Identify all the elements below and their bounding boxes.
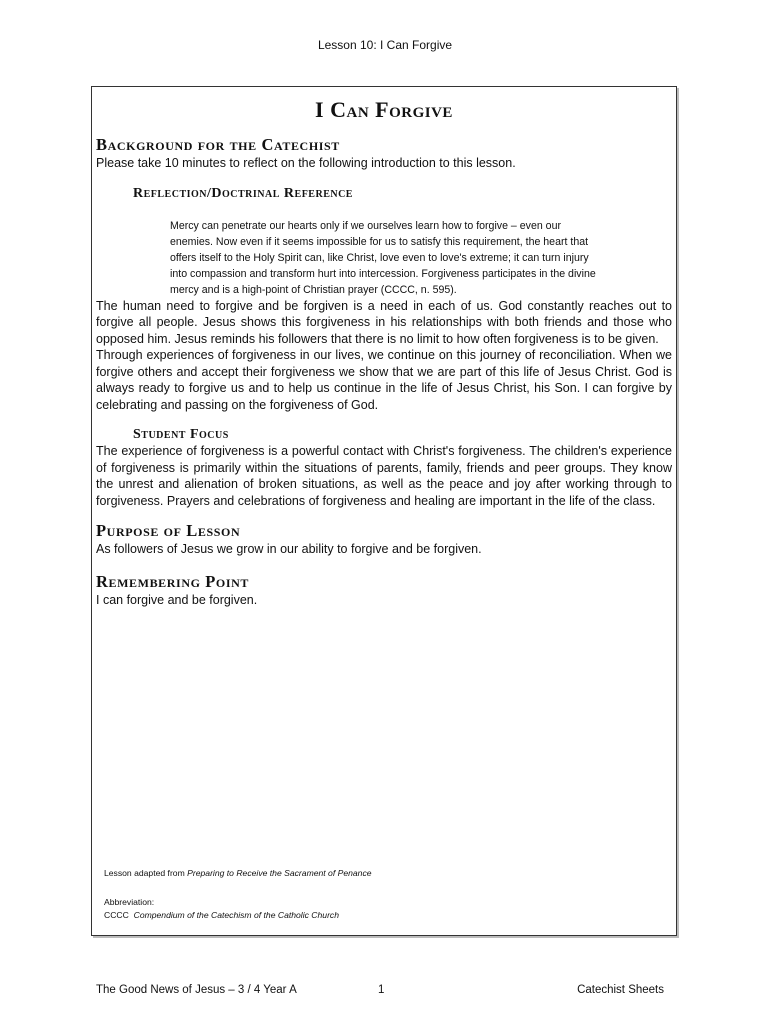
abbreviation-entry (104, 909, 372, 922)
lesson-box (91, 86, 677, 936)
credit-prefix: Lesson adapted from (104, 867, 188, 878)
footer-sheet-type: Catechist Sheets (577, 984, 664, 996)
abbreviation-label: Abbreviation: (104, 897, 155, 907)
page-header: Lesson 10: I Can Forgive (317, 38, 453, 52)
heading-student-focus: Student Focus (133, 427, 229, 442)
credit-title: Preparing to Receive the Sacrament of Penance (187, 867, 372, 878)
lesson-notes (104, 867, 372, 922)
heading-remembering-point: Remembering Point (96, 571, 249, 591)
paragraph-reconciliation: Through experiences of forgiveness in our lives, we continue on this journey of reconciliation. When we forgive others and accept their forgiveness we show that we are part of this life of Jesus Christ. God is always ready to forgive us and to help us continue in the life of Jesus Christ, his Son. I can forgive by celebrating and passing on the forgiveness of God. (96, 348, 672, 412)
doctrinal-quote: Mercy can penetrate our hearts only if we ourselves learn how to forgive – even our enemies. Now even if it seems impossible for us to satisfy this requirement, the heart that offers itself to the Holy Spirit can, like Christ, love even to love's extreme; it can turn injury into compassion and transform hurt into intercession. Forgiveness participates in the divine mercy and is a high-point of Christian prayer (CCCC, n. 595). (170, 219, 596, 296)
abbreviation-title: Compendium of the Catechism of the Catholic Church (133, 909, 340, 920)
lesson-title: I Can Forgive (315, 97, 453, 122)
paragraph-need-to-forgive: The human need to forgive and be forgiven is a need in each of us. God constantly reaches out to forgive all people. Jesus shows this forgiveness in his relationships with both friends and those who opposed him. Jesus reminds his followers that there is no limit to how often forgiveness is to be given. (96, 298, 672, 346)
footer-page-number: 1 (378, 984, 385, 996)
intro-text: Please take 10 minutes to reflect on the following introduction to this lesson. (96, 156, 516, 170)
heading-reflection: Reflection/Doctrinal Reference (133, 185, 353, 201)
source-credit (104, 867, 372, 880)
abbreviation-code: CCCC (104, 909, 129, 920)
heading-background: Background for the Catechist (96, 135, 340, 154)
heading-purpose: Purpose of Lesson (96, 521, 241, 540)
remembering-text: I can forgive and be forgiven. (96, 592, 258, 607)
paragraph-student-focus: The experience of forgiveness is a powerful contact with Christ's forgiveness. The children's experience of forgiveness is primarily within the situations of parents, family, friends and peer groups. They know the unrest and alienation of broken situations, as well as the peace and joy after working through to forgiveness. Prayers and celebrations of forgiveness and healing are important in the life of the class. (96, 444, 672, 508)
footer-series: The Good News of Jesus – 3 / 4 Year A (96, 984, 297, 996)
lesson-content (96, 97, 672, 608)
purpose-text: As followers of Jesus we grow in our ability to forgive and be forgiven. (96, 542, 482, 556)
